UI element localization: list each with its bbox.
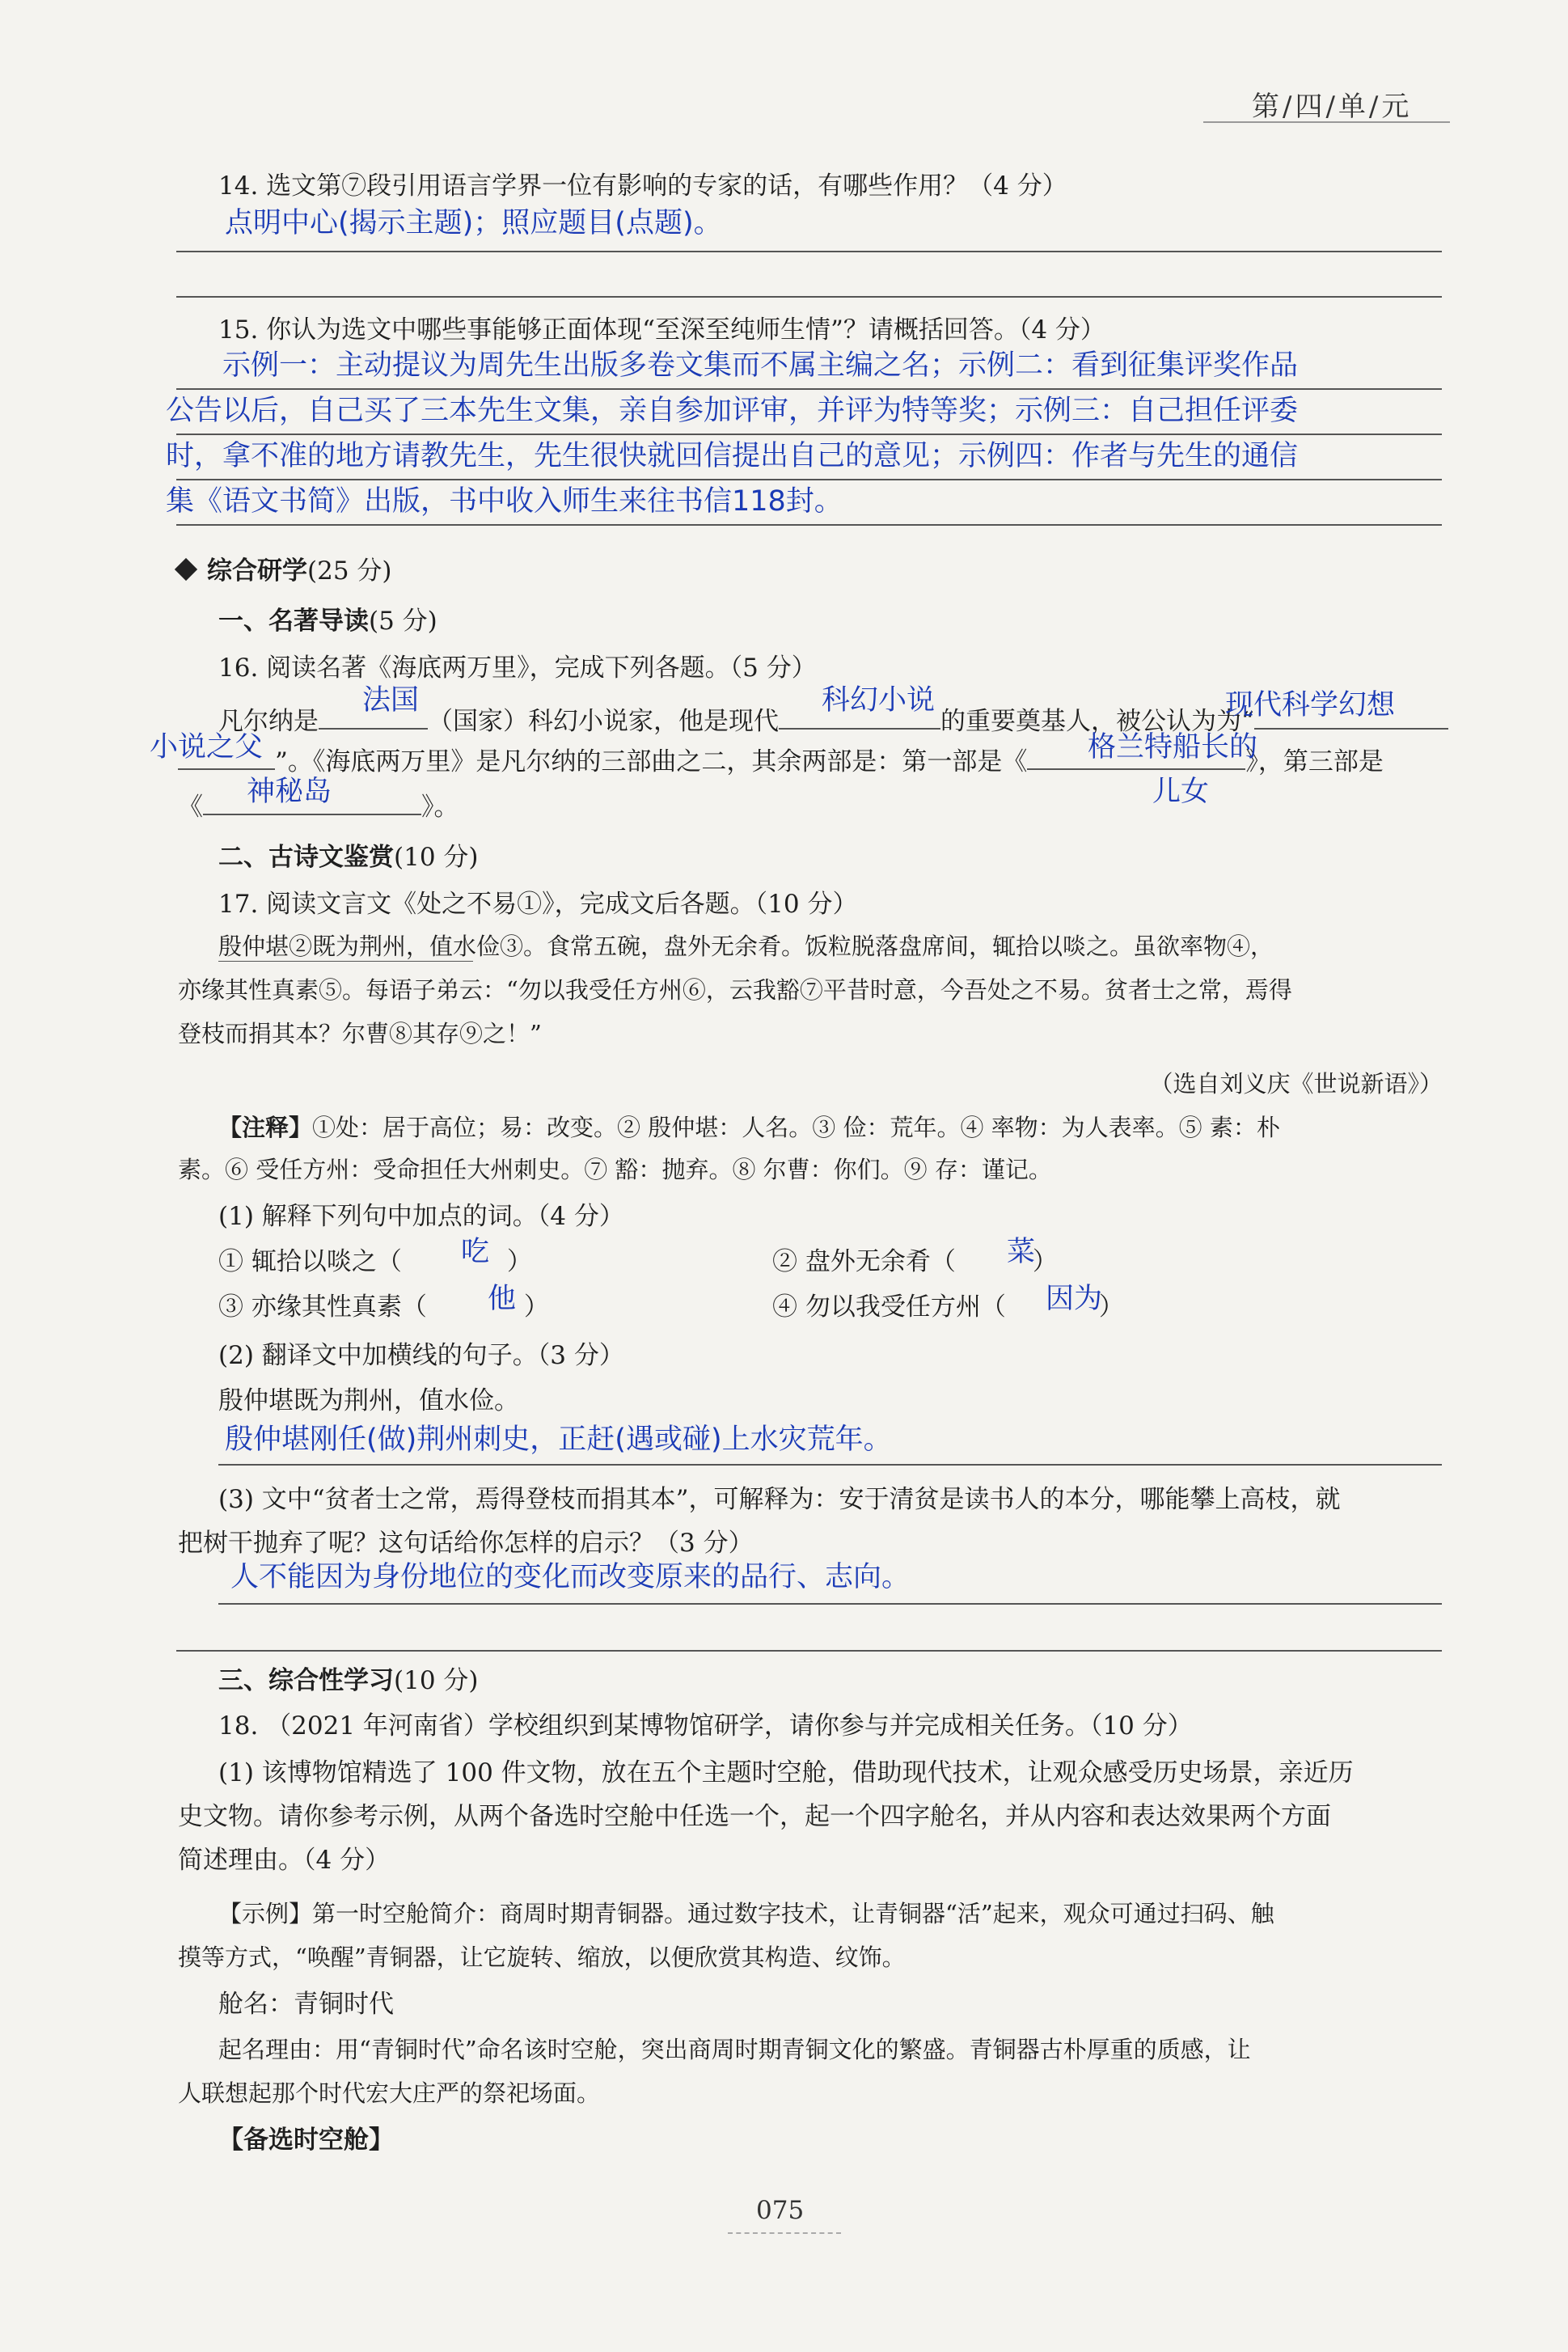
answer-line xyxy=(176,434,1442,435)
q18-sub1-line: 简述理由。（4 分） xyxy=(178,1846,391,1875)
q17-sentence: 殷仲堪既为荆州，值水俭。 xyxy=(218,1386,519,1415)
blank-title-cont xyxy=(178,768,275,770)
q16-line3: 《 》。 xyxy=(178,793,459,822)
q17-sub3-line: 把树干抛弃了呢？这句话给你怎样的启示？（3 分） xyxy=(178,1529,754,1558)
q14-text: 14. 选文第⑦段引用语言学界一位有影响的专家的话，有哪些作用？（4 分） xyxy=(218,171,1067,201)
q17-answer-1: 吃 xyxy=(461,1236,490,1268)
q17-translation-answer: 殷仲堪刚任(做)荆州刺史，正赶(遇或碰)上水灾荒年。 xyxy=(225,1423,892,1456)
q17-passage-line: 亦缘其性真素⑤。每语子弟云：“勿以我受任方州⑥，云我豁⑦平昔时意，今吾处之不易。贫者士之常，焉得 xyxy=(178,976,1292,1004)
page-number-rule xyxy=(728,2232,841,2234)
q16-answer-title-2: 小说之父 xyxy=(150,731,264,764)
diamond-bullet-icon xyxy=(175,558,197,581)
q16-answer-book3: 神秘岛 xyxy=(247,776,332,808)
answer-line xyxy=(218,1464,1442,1466)
answer-line xyxy=(176,251,1442,252)
q17-sub2: (2) 翻译文中加横线的句子。（3 分） xyxy=(218,1341,624,1370)
q18-alt-label: 【备选时空舱】 xyxy=(218,2126,394,2155)
q14-answer: 点明中心(揭示主题)；照应题目(点题)。 xyxy=(225,207,722,239)
q17-item-4: ④ 勿以我受任方州（ ） xyxy=(772,1292,1124,1322)
answer-line xyxy=(176,1650,1442,1652)
q17-answer-4: 因为 xyxy=(1046,1283,1103,1315)
blank-genre xyxy=(779,728,940,730)
q17-sub3-line: (3) 文中“贫者士之常，焉得登枝而捐其本”，可解释为：安于清贫是读书人的本分，哪能攀上高枝，就 xyxy=(218,1485,1341,1514)
q18-example-line: 摸等方式，“唤醒”青铜器，让它旋转、缩放，以便欣赏其构造、纹饰。 xyxy=(178,1944,906,1971)
q17-notes-line: 【注释】①处：居于高位；易：改变。② 殷仲堪：人名。③ 俭：荒年。④ 率物：为人表率。⑤ 素：朴 xyxy=(218,1114,1280,1141)
answer-line xyxy=(176,479,1442,480)
q16-line1: 凡尔纳是 （国家）科幻小说家，他是现代 的重要奠基人，被公认为为“ xyxy=(218,705,1448,738)
q17-item-1: ① 辄拾以啖之（ ） xyxy=(218,1247,532,1276)
blank-book1 xyxy=(1027,768,1245,770)
q17-source: （选自刘义庆《世说新语》） xyxy=(1149,1070,1443,1098)
blank-title xyxy=(1254,728,1448,730)
q17-item-2: ② 盘外无余肴（ ） xyxy=(772,1247,1058,1276)
header-rule xyxy=(1203,121,1450,123)
part3-heading: 三、综合性学习(10 分) xyxy=(218,1666,479,1695)
q17-passage-line: 登枝而捐其本？尔曹⑧其存⑨之！” xyxy=(178,1020,542,1047)
answer-line xyxy=(176,296,1442,298)
q16-answer-book1-1: 格兰特船长的 xyxy=(1088,731,1258,764)
part1-heading: 一、名著导读(5 分) xyxy=(218,607,437,636)
q15-text: 15. 你认为选文中哪些事能够正面体现“至深至纯师生情”？请概括回答。（4 分） xyxy=(218,315,1105,345)
q15-answer-line: 时，拿不准的地方请教先生，先生很快就回信提出自己的意见；示例四：作者与先生的通信 xyxy=(166,440,1299,472)
q16-answer-country: 法国 xyxy=(362,684,420,717)
blank-book3 xyxy=(203,814,421,815)
q16-answer-book1-2: 儿女 xyxy=(1152,776,1210,808)
q15-answer-line: 公告以后，自己买了三本先生文集，亲自参加评审，并评为特等奖；示例三：自己担任评委 xyxy=(166,395,1299,427)
q17-sub1: (1) 解释下列句中加点的词。（4 分） xyxy=(218,1202,624,1231)
q17-answer-3: 他 xyxy=(488,1283,517,1315)
q17-sub3-answer: 人不能因为身份地位的变化而改变原来的品行、志向。 xyxy=(230,1561,911,1593)
q16-line2: ”。《海底两万里》是凡尔纳的三部曲之二，其余两部是：第一部是《 》，第三部是 xyxy=(178,746,1384,778)
q17-answer-2: 菜 xyxy=(1007,1236,1036,1268)
q17-notes-line: 素。⑥ 受任方州：受命担任大州刺史。⑦ 豁：抛弃。⑧ 尔曹：你们。⑨ 存：谨记。 xyxy=(178,1156,1052,1183)
q18-example-line: 【示例】第一时空舱简介：商周时期青铜器。通过数字技术，让青铜器“活”起来，观众可通过扫码、触 xyxy=(218,1900,1274,1927)
unit-header: 第/四/单/元 xyxy=(1252,91,1413,123)
answer-line xyxy=(218,1603,1442,1605)
q17-passage-line: 殷仲堪②既为荆州，值水俭③。食常五碗，盘外无余肴。饭粒脱落盘席间，辄拾以啖之。虽欲率物④， xyxy=(218,933,1274,960)
sentence-underline xyxy=(218,961,473,962)
q17-text: 17. 阅读文言文《处之不易①》，完成文后各题。（10 分） xyxy=(218,890,858,919)
q18-sub1-line: 史文物。请你参考示例，从两个备选时空舱中任选一个，起一个四字舱名，并从内容和表达效果两个方面 xyxy=(178,1802,1331,1831)
q16-text: 16. 阅读名著《海底两万里》，完成下列各题。（5 分） xyxy=(218,654,817,683)
blank-country xyxy=(319,728,428,730)
q15-answer-line: 集《语文书简》出版，书中收入师生来往书信118封。 xyxy=(166,485,843,518)
q17-item-3: ③ 亦缘其性真素（ ） xyxy=(218,1292,549,1322)
q18-reason-line: 人联想起那个时代宏大庄严的祭祀场面。 xyxy=(178,2079,601,2107)
answer-line xyxy=(176,524,1442,526)
q15-answer-line: 示例一：主动提议为周先生出版多卷文集而不属主编之名；示例二：看到征集评奖作品 xyxy=(222,349,1299,382)
answer-line xyxy=(176,388,1442,390)
q18-reason-line: 起名理由：用“青铜时代”命名该时空舱，突出商周时期青铜文化的繁盛。青铜器古朴厚重的质感，让 xyxy=(218,2036,1251,2063)
q18-text: 18. （2021 年河南省）学校组织到某博物馆研学，请你参与并完成相关任务。（10 分） xyxy=(218,1711,1193,1741)
q18-cabin-name: 舱名：青铜时代 xyxy=(218,1990,394,2019)
q16-answer-genre: 科幻小说 xyxy=(822,684,936,717)
part2-heading: 二、古诗文鉴赏(10 分) xyxy=(218,843,479,872)
q16-answer-title-1: 现代科学幻想 xyxy=(1225,689,1396,721)
q18-sub1-line: (1) 该博物馆精选了 100 件文物，放在五个主题时空舱，借助现代技术，让观众感受历史场景，亲近历 xyxy=(218,1758,1354,1787)
section-title: 综合研学(25 分) xyxy=(178,555,392,587)
page-number: 075 xyxy=(756,2196,805,2225)
